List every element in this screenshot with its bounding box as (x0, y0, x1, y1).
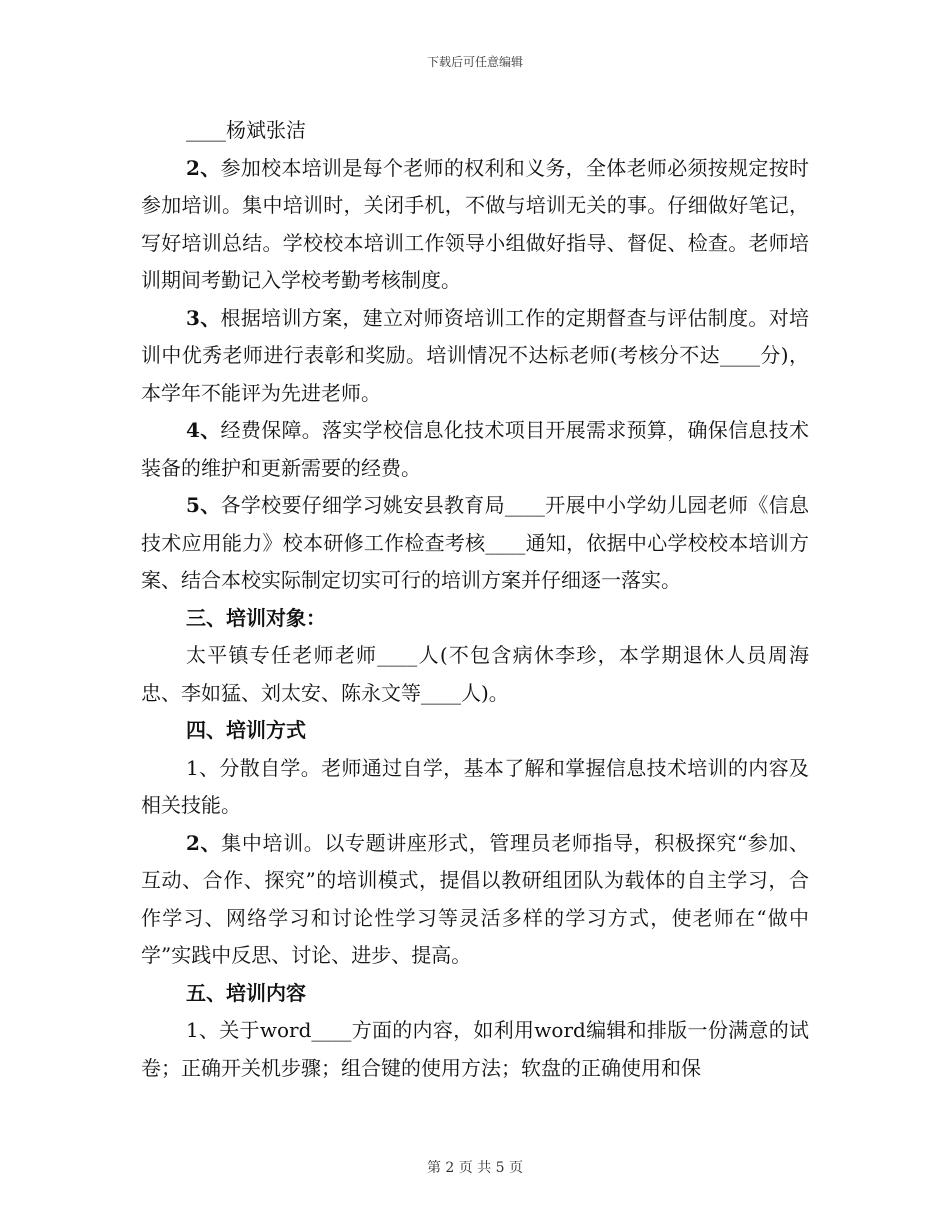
item-text: 经费保障。落实学校信息化技术项目开展需求预算，确保信息技术装备的维护和更新需要的经费。 (141, 418, 810, 480)
item-number: 2、 (186, 155, 221, 180)
paragraph-names: ____杨斌张洁 (186, 118, 306, 142)
item-text: 集中培训。以专题讲座形式，管理员老师指导，积极探究“参加、互动、合作、探究”的培训模式，提倡以教研组团队为载体的自主学习，合作学习、网络学习和讨论性学习等灵活多样的学习方式，使老师在“做中学”实践中反思、讨论、进步、提高。 (141, 830, 809, 967)
paragraph-item-2 (141, 150, 809, 300)
page-header: 下载后可任意编辑 (426, 55, 523, 69)
item-number: 2、 (186, 830, 222, 855)
paragraph-item-5 (141, 487, 809, 600)
item-text: 根据培训方案，建立对师资培训工作的定期督查与评估制度。对培训中优秀老师进行表彰和奖励。培训情况不达标老师(考核分不达____分)，本学年不能评为先进老师。 (141, 305, 810, 405)
section-heading-3: 三、培训对象： (186, 605, 326, 630)
section-heading-4: 四、培训方式 (186, 718, 306, 742)
page-footer: 第 2 页 共 5 页 (426, 1160, 524, 1176)
paragraph-training-targets: 太平镇专任老师老师____人(不包含病休李珍，本学期退休人员周海忠、李如猛、刘太安、陈永文等____人)。 (141, 643, 809, 705)
paragraph-item-3 (141, 300, 809, 413)
item-number: 3、 (186, 305, 221, 330)
paragraph-centralized-training (141, 825, 809, 975)
item-number: 5、 (186, 493, 221, 517)
paragraph-self-study: 1、分散自学。老师通过自学，基本了解和掌握信息技术培训的内容及相关技能。 (141, 755, 809, 817)
item-text: 参加校本培训是每个老师的权利和义务，全体老师必须按规定按时参加培训。集中培训时，关闭手机，不做与培训无关的事。仔细做好笔记，写好培训总结。学校校本培训工作领导小组做好指导、督促、检查。老师培训期间考勤记入学校考勤考核制度。 (141, 155, 810, 292)
item-number: 4、 (186, 418, 221, 442)
section-heading-5: 五、培训内容 (186, 980, 306, 1005)
item-text: 各学校要仔细学习姚安县教育局____开展中小学幼儿园老师《信息技术应用能力》校本研修工作检查考核____通知，依据中心学校校本培训方案、结合本校实际制定切实可行的培训方案并仔细逐一落实。 (141, 493, 809, 592)
document-body (141, 112, 809, 1087)
paragraph-word-content: 1、关于word____方面的内容，如利用word编辑和排版一份满意的试卷；正确开关机步骤；组合键的使用方法；软盘的正确使用和保 (141, 1018, 809, 1080)
paragraph-item-4 (141, 412, 809, 487)
